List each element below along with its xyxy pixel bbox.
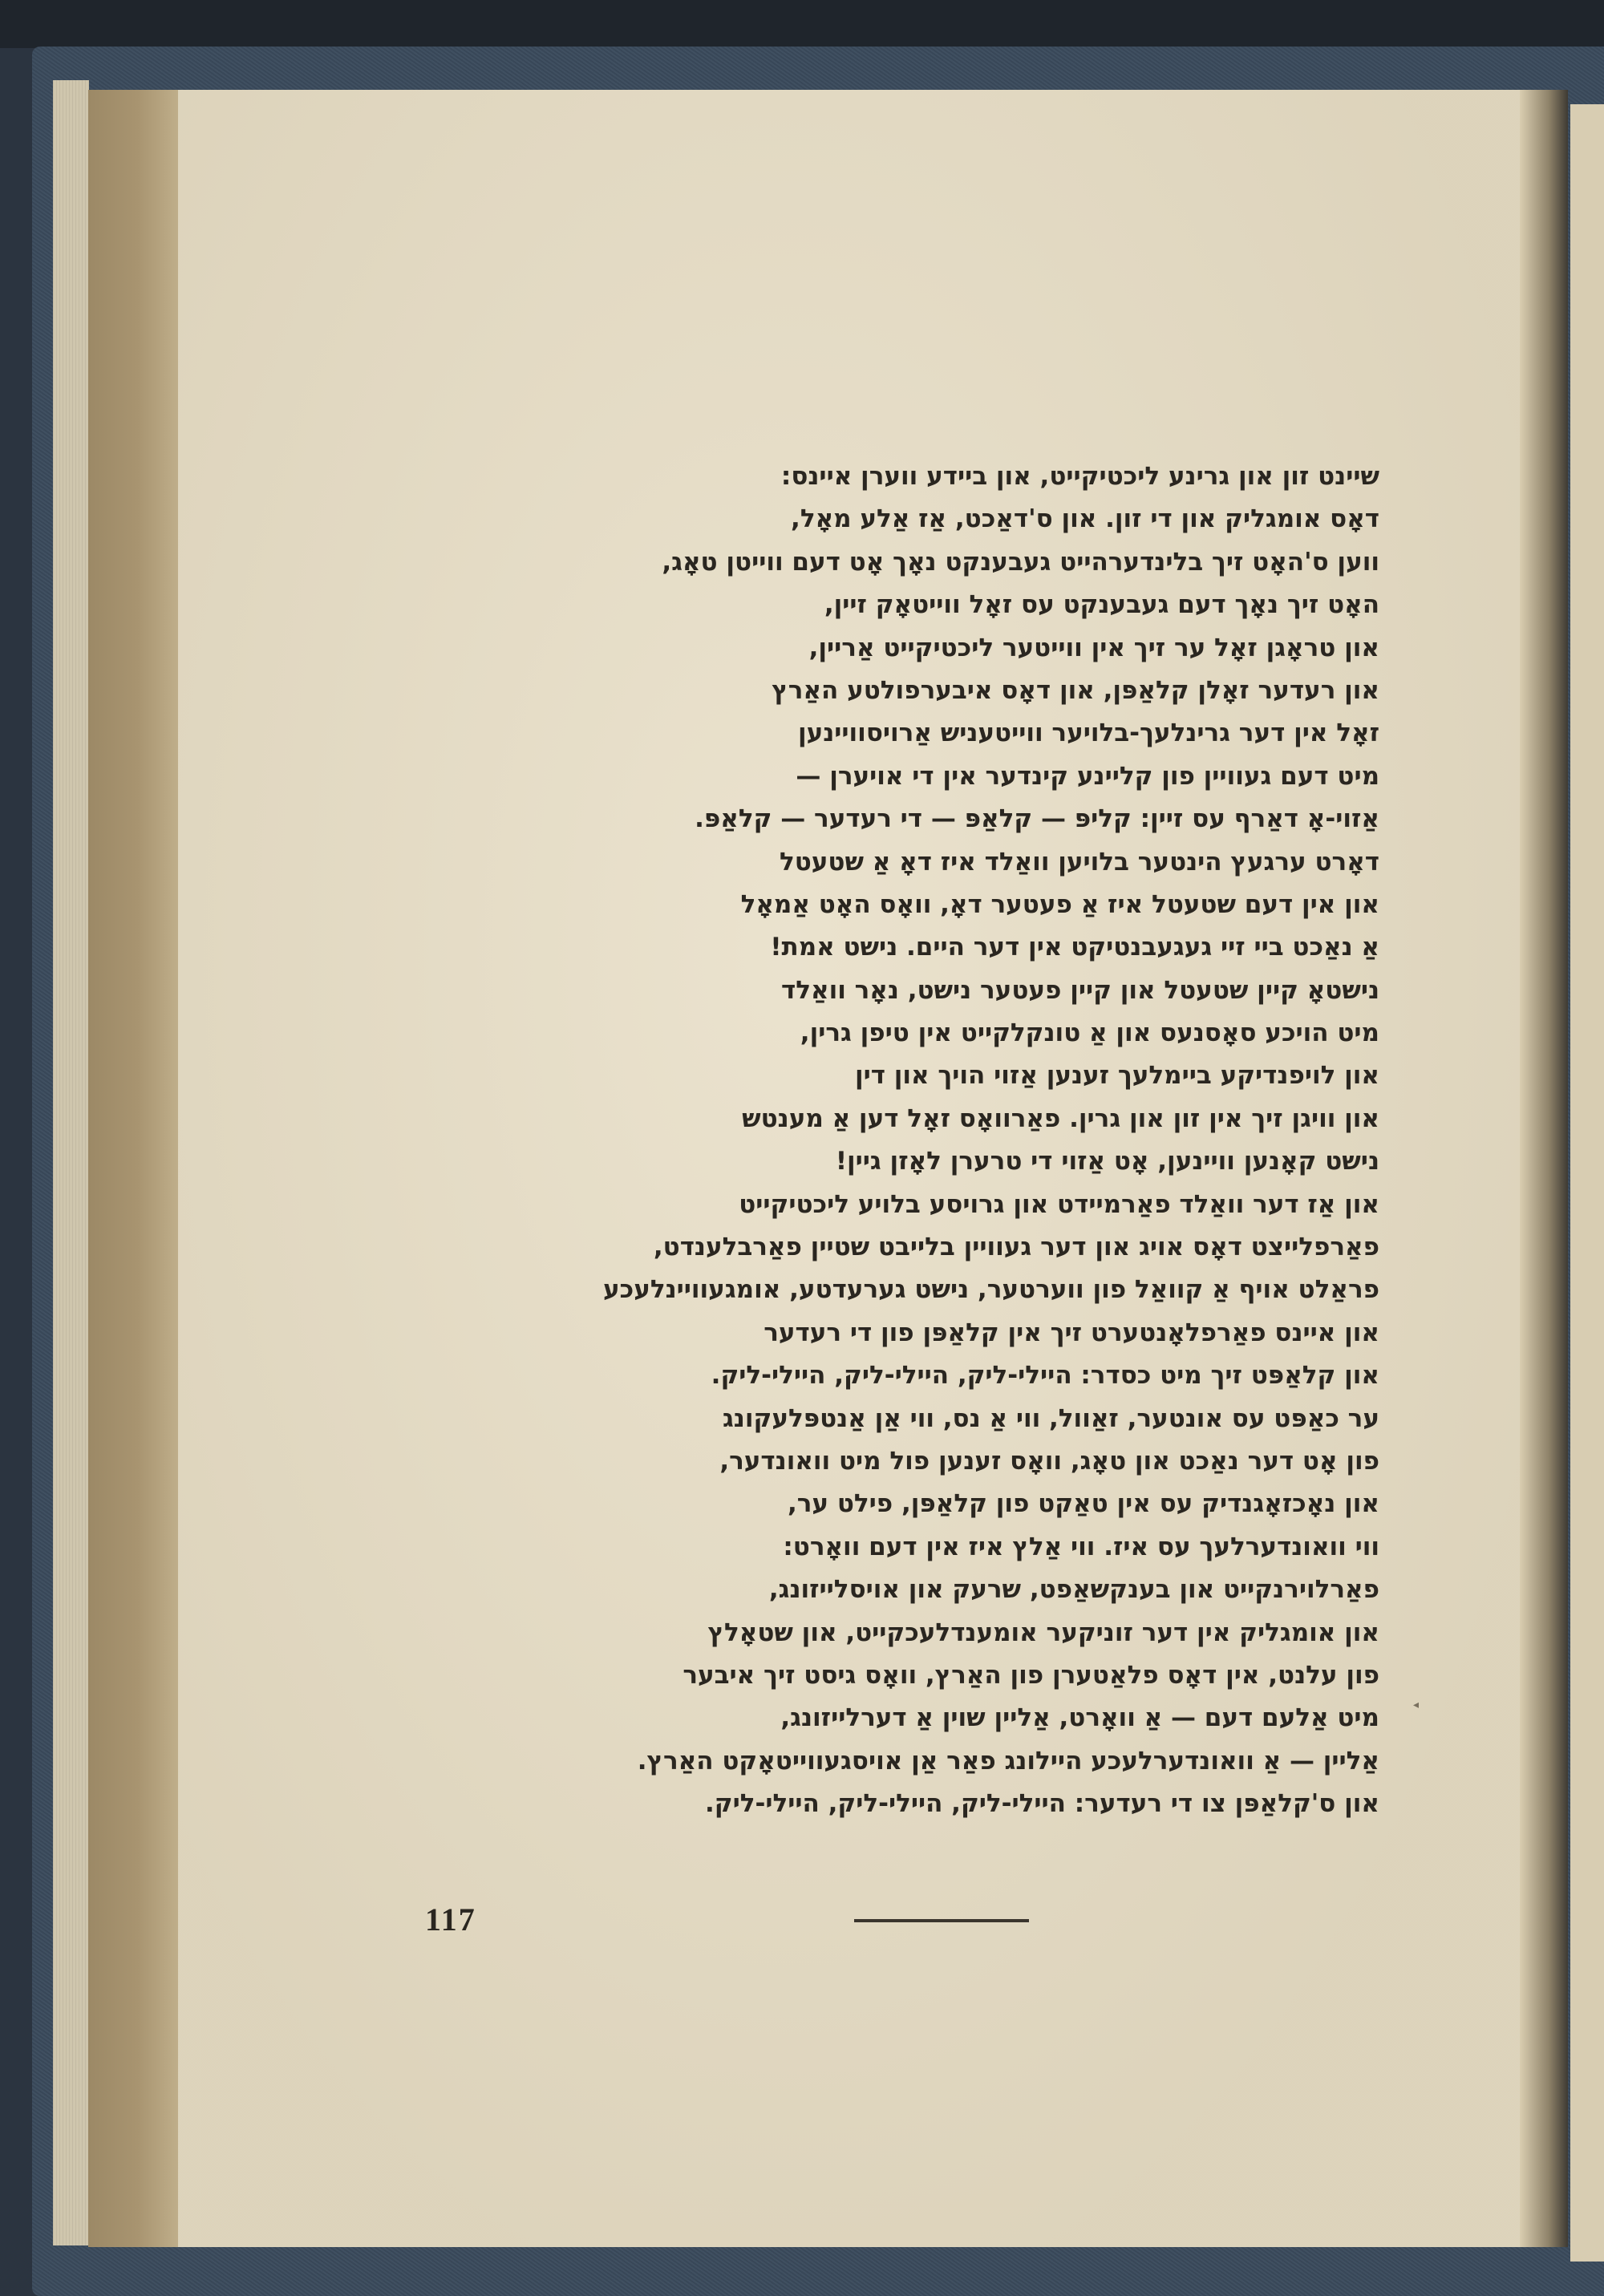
text-line: ער כאַפּט עס אונטער, זאַוול, ווי אַ נס, ווי אַן אַנטפּלעקונג: [722, 1403, 1379, 1433]
text-line: פון עלנט, אין דאָס פלאַטערן פון האַרץ, וואָס גיסט זיך איבער: [683, 1660, 1379, 1690]
text-line: שיינט זון און גרינע ליכטיקייט, און ביידע ווערן איינס:: [780, 462, 1379, 491]
background-top: [0, 0, 1604, 48]
text-line: דאָרט ערגעץ הינטער בלויען וואַלד איז דאָ אַ שטעטל: [779, 847, 1379, 877]
text-line: און אין דעם שטעטל איז אַ פעטער דאָ, וואָס האָט אַמאָל: [740, 889, 1379, 919]
text-line: און אַז דער וואַלד פאַרמיידט און גרויסע בלויע ליכטיקייט: [739, 1189, 1379, 1219]
footer-rule: [854, 1919, 1029, 1922]
text-line: מיט הויכע סאָסנעס און אַ טונקלקייט אין טיפן גרין,: [800, 1018, 1379, 1048]
page-edges: [53, 80, 89, 2245]
adjacent-page: [1570, 104, 1604, 2262]
text-line: און וויגן זיך אין זון און גרין. פאַרוואָס זאָל דען אַ מענטש: [742, 1103, 1379, 1133]
text-line: פון אָט דער נאַכט און טאָג, וואָס זענען פול מיט וואונדער,: [719, 1446, 1379, 1476]
text-line: פראַלט אויף אַ קוואַל פון ווערטער, נישט גערעדטע, אומגעוויינלעכע: [602, 1275, 1379, 1305]
text-line: און רעדער זאָלן קלאַפּן, און דאָס איבערפולטע האַרץ: [772, 675, 1379, 705]
text-line: ווען ס'האָט זיך בלינדערהייט געבענקט נאָך אָט דעם ווייטן טאָג,: [662, 547, 1379, 577]
page-number: 117: [425, 1901, 476, 1938]
text-line: און איינס פאַרפלאָנטערט זיך אין קלאַפּן פון די רעדער: [764, 1318, 1379, 1347]
text-line: זאָל אין דער גרינלעך-בלויער ווייטעניש אַרויסוויינען: [797, 719, 1379, 748]
text-line: און נאָכזאָגנדיק עס אין טאַקט פון קלאַפּן, פילט ער,: [787, 1489, 1379, 1519]
text-line: פאַרפלייצט דאָס אויג און דער געוויין בלייבט שטיין פאַרבלענדט,: [653, 1233, 1379, 1262]
margin-mark: ◂: [1413, 1699, 1420, 1711]
poem-text: [465, 456, 1379, 1883]
text-line: מיט דעם געוויין פון קליינע קינדער אין די אויערן —: [796, 761, 1379, 791]
page-fold-shadow: [1520, 90, 1568, 2247]
text-line: און אומגליק אין דער זוניקער אומענדלעכקייט, און שטאָלץ: [707, 1618, 1379, 1647]
text-line: האָט זיך נאָך דעם געבענקט עס זאָל ווייטאָק זיין,: [824, 590, 1379, 620]
text-line: און טראָגן זאָל ער זיך אין ווייטער ליכטיקייט אַריין,: [808, 633, 1379, 662]
text-line: נישט קאָנען וויינען, אָט אַזוי די טרערן לאָזן גיין!: [835, 1147, 1379, 1176]
binding-gutter: [88, 90, 178, 2247]
text-line: און ס'קלאַפּן צו די רעדער: היילי-ליק, היילי-ליק, היילי-ליק.: [705, 1789, 1379, 1819]
text-line: און קלאַפּט זיך מיט כסדר: היילי-ליק, היילי-ליק, היילי-ליק.: [711, 1361, 1379, 1391]
text-line: נישטאָ קיין שטעטל און קיין פעטער נישט, נאָר וואַלד: [781, 975, 1379, 1005]
text-line: פאַרלוירנקייט און בענקשאַפט, שרעק און אויסלייזונג,: [768, 1575, 1379, 1605]
text-line: מיט אַלעם דעם — אַ וואָרט, אַליין שוין אַ דערלייזונג,: [780, 1703, 1379, 1733]
text-line: דאָס אומגליק און די זון. און ס'דאַכט, אַז אַלע מאָל,: [791, 504, 1379, 534]
text-line: אַליין — אַ וואונדערלעכע היילונג פאַר אַן אויסגעווייטאָקט האַרץ.: [637, 1746, 1379, 1776]
text-line: און לויפנדיקע ביימלעך זענען אַזוי הויך און דין: [854, 1061, 1379, 1091]
text-line: אַ נאַכט ביי זיי געגעבנטיקט אין דער היים. נישט אמת!: [770, 933, 1379, 962]
text-line: ווי וואונדערלעך עס איז. ווי אַלץ איז אין דעם וואָרט:: [783, 1532, 1379, 1561]
text-line: אַזוי-אָ דאַרף עס זיין: קליפּ — קלאַפּ — די רעדער — קלאַפּ.: [695, 804, 1379, 834]
